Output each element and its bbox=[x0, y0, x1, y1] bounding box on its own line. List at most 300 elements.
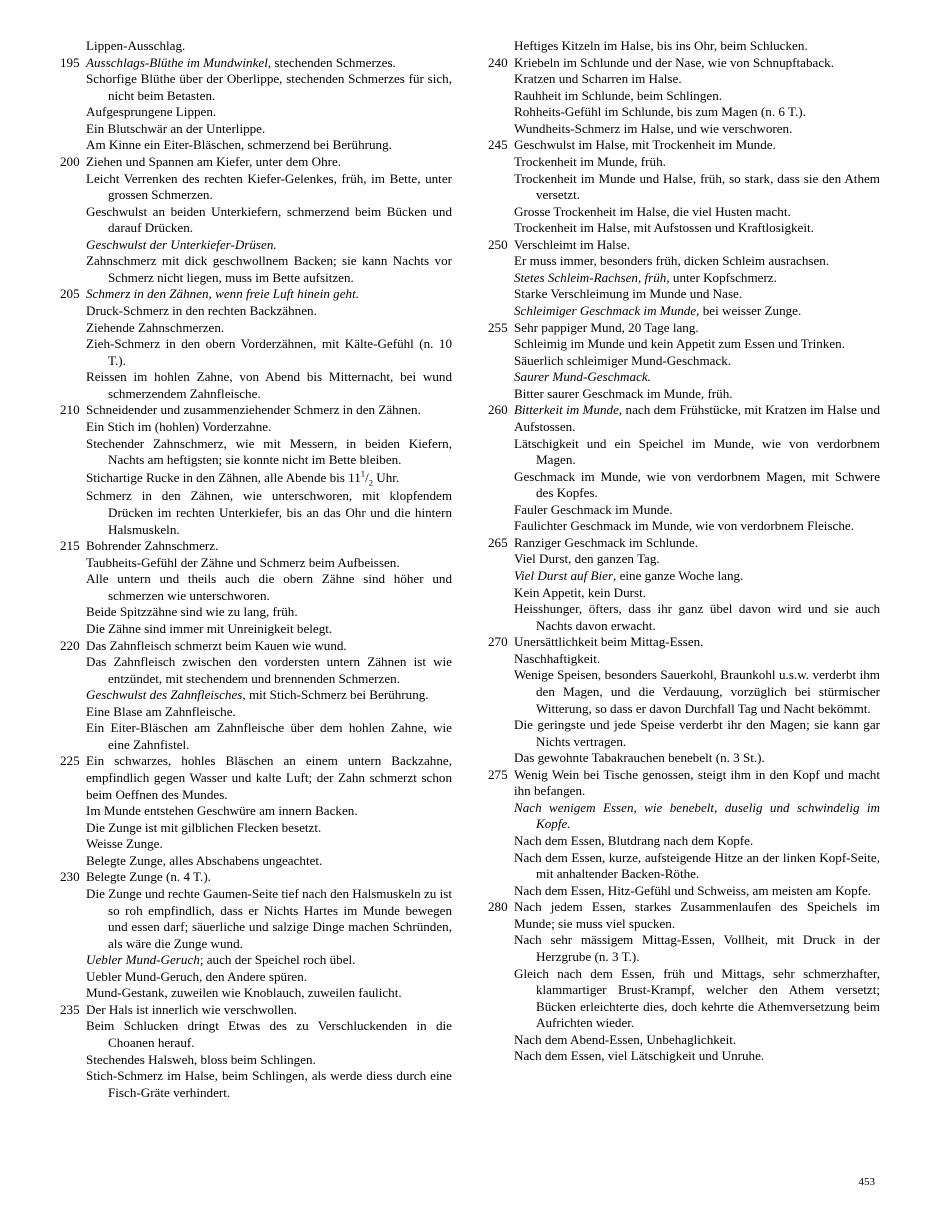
entry-text bbox=[514, 584, 880, 602]
entry-text bbox=[514, 899, 880, 932]
symptom-entry bbox=[488, 535, 880, 552]
entry-text bbox=[514, 551, 880, 568]
symptom-entry bbox=[60, 237, 452, 254]
entry-body-text: Die Zunge und rechte Gaumen-Seite tief nach den Halsmuskeln zu ist so roh empfindlich, dass er Nichts Hartes im Munde bewegen und essen darf; säuerliche und salzige Dinge machen Schründen, als wäre die Zunge wund. bbox=[86, 885, 452, 951]
entry-body-text: Alle untern und theils auch die obern Zähne sind höher und schmerzen wie unterschworen. bbox=[86, 571, 452, 603]
symptom-entry bbox=[60, 555, 452, 572]
entry-number: 270 bbox=[488, 634, 508, 650]
entry-body-text: Viel Durst, den ganzen Tag. bbox=[514, 551, 660, 567]
entry-number: 260 bbox=[488, 402, 508, 418]
entry-text bbox=[514, 87, 880, 105]
entry-body-text: Säuerlich schleimiger Mund-Geschmack. bbox=[514, 352, 732, 368]
symptom-entry bbox=[488, 286, 880, 303]
symptom-entry bbox=[60, 38, 452, 55]
entry-number: 205 bbox=[60, 286, 80, 302]
entry-text bbox=[86, 703, 452, 721]
entry-number: 215 bbox=[60, 538, 80, 554]
entry-text bbox=[86, 303, 452, 320]
entry-body-text: Nach jedem Essen, starkes Zusammenlaufen des Speichels im Munde; sie muss viel spucken. bbox=[514, 899, 880, 931]
entry-body-text: Ein schwarzes, hohles Bläschen an einem untern Backzahne, empfindlich gegen Wasser und kalte Luft; der Zahn schmerzt schon beim Oeffnen des Mundes. bbox=[86, 753, 452, 802]
entry-text bbox=[86, 488, 452, 538]
entry-text bbox=[86, 468, 452, 489]
entry-text bbox=[86, 402, 452, 419]
entry-text bbox=[86, 369, 452, 402]
entry-body-text: Zieh-Schmerz in den obern Vorderzähnen, mit Kälte-Gefühl (n. 10 T.). bbox=[86, 336, 452, 368]
entry-body-text: Faulichter Geschmack im Munde, wie von verdorbnem Fleische. bbox=[514, 518, 854, 534]
symptom-entry bbox=[60, 869, 452, 886]
entry-body-text: Stich-Schmerz im Halse, beim Schlingen, als werde diess durch eine Fisch-Gräte verhindert. bbox=[86, 1068, 452, 1100]
symptom-entry bbox=[488, 204, 880, 221]
symptom-entry bbox=[488, 154, 880, 171]
symptom-entry bbox=[60, 803, 452, 820]
entry-body-text: Wundheits-Schmerz im Halse, und wie verschworen. bbox=[514, 120, 793, 136]
entry-body-text: , bei weisser Zunge. bbox=[696, 303, 802, 318]
symptom-entry bbox=[60, 336, 452, 369]
entry-body-text: Kratzen und Scharren im Halse. bbox=[514, 71, 682, 87]
entry-italic-lead: Stetes Schleim-Rachsen, früh bbox=[514, 269, 667, 285]
entry-italic-lead: Ausschlags-Blüthe im Mundwinkel bbox=[86, 54, 268, 70]
entry-body-text: Nach dem Abend-Essen, Unbehaglichkeit. bbox=[514, 1031, 737, 1047]
entry-text bbox=[86, 1068, 452, 1101]
entry-body-text: Reissen im hohlen Zahne, von Abend bis Mitternacht, bei wund schmerzendem Zahnfleische. bbox=[86, 369, 452, 401]
entry-body-text: Schneidender und zusammenziehender Schmerz in den Zähnen. bbox=[86, 402, 421, 418]
entry-italic-lead: Schmerz in den Zähnen, wenn freie Luft hinein geht. bbox=[86, 286, 359, 302]
symptom-entry bbox=[60, 204, 452, 237]
entry-italic-lead: Nach wenigem Essen, wie benebelt, duselig und schwindelig im Kopfe. bbox=[514, 799, 880, 832]
entry-number: 210 bbox=[60, 402, 80, 418]
entry-number: 280 bbox=[488, 899, 508, 915]
entry-text bbox=[86, 571, 452, 604]
entry-text bbox=[86, 286, 452, 303]
entry-body-text: Heftiges Kitzeln im Halse, bis ins Ohr, beim Schlucken. bbox=[514, 38, 808, 53]
entry-number: 220 bbox=[60, 637, 80, 653]
entry-text bbox=[86, 1002, 452, 1019]
entry-text bbox=[514, 468, 880, 502]
entry-body-text: Die geringste und jede Speise verderbt ihr den Magen; sie kann gar Nichts vertragen. bbox=[514, 717, 880, 749]
entry-italic-lead: Bitterkeit im Munde bbox=[514, 402, 619, 418]
entry-text bbox=[86, 319, 452, 337]
entry-text bbox=[86, 104, 452, 121]
entry-text bbox=[514, 269, 880, 287]
entry-body-text: Die Zunge ist mit gilblichen Flecken besetzt. bbox=[86, 819, 322, 835]
symptom-entry bbox=[488, 436, 880, 469]
entry-text bbox=[514, 1031, 880, 1049]
entry-body-text: , mit Stich-Schmerz bei Berührung. bbox=[242, 687, 429, 703]
entry-text bbox=[514, 568, 880, 585]
entry-body-text: Ziehende Zahnschmerzen. bbox=[86, 319, 225, 335]
symptom-entry bbox=[488, 568, 880, 585]
entry-text bbox=[514, 650, 880, 668]
entry-body-text: Das Zahnfleisch schmerzt beim Kauen wie wund. bbox=[86, 637, 347, 653]
symptom-entry bbox=[488, 883, 880, 900]
symptom-entry bbox=[60, 286, 452, 303]
symptom-entry bbox=[60, 469, 452, 489]
symptom-entry bbox=[60, 753, 452, 803]
entry-text bbox=[514, 435, 880, 469]
entry-text bbox=[86, 1051, 452, 1069]
symptom-entry bbox=[60, 604, 452, 621]
entry-italic-lead: Viel Durst auf Bier bbox=[514, 568, 614, 583]
symptom-entry bbox=[488, 899, 880, 932]
entry-body-text: Stechendes Halsweh, bloss beim Schlingen. bbox=[86, 1051, 316, 1067]
symptom-entry bbox=[488, 750, 880, 767]
entry-body-text: Rohheits-Gefühl im Schlunde, bis zum Magen (n. 6 T.). bbox=[514, 104, 806, 120]
entry-text bbox=[86, 803, 452, 820]
symptom-entry bbox=[60, 303, 452, 320]
entry-text bbox=[514, 535, 880, 552]
entry-body-text: Bitter saurer Geschmack im Munde, früh. bbox=[514, 385, 733, 401]
entry-body-text: Trockenheit im Halse, mit Aufstossen und Kraftlosigkeit. bbox=[514, 220, 814, 236]
entry-body-text: Ein Eiter-Bläschen am Zahnfleische über dem hohlen Zahne, wie eine Zahnfistel. bbox=[86, 720, 452, 752]
entry-text bbox=[514, 501, 880, 519]
entry-text bbox=[514, 750, 880, 767]
symptom-entry bbox=[60, 402, 452, 419]
page-number: 453 bbox=[858, 1176, 875, 1188]
entry-text bbox=[86, 604, 452, 621]
entry-text bbox=[86, 654, 452, 687]
symptom-entry bbox=[488, 137, 880, 154]
symptom-entry bbox=[488, 121, 880, 138]
entry-text bbox=[86, 170, 452, 204]
entry-body-text: Beide Spitzzähne sind wie zu lang, früh. bbox=[86, 604, 298, 620]
entry-text bbox=[514, 667, 880, 717]
entry-text bbox=[514, 137, 880, 154]
entry-text bbox=[514, 634, 880, 651]
entry-number: 235 bbox=[60, 1001, 80, 1017]
entry-body-text: Die Zähne sind immer mit Unreinigkeit belegt. bbox=[86, 620, 333, 636]
entry-text bbox=[86, 620, 452, 638]
left-column bbox=[60, 38, 452, 1158]
entry-body-text: Kein Appetit, kein Durst. bbox=[514, 584, 647, 600]
symptom-entry bbox=[488, 551, 880, 568]
entry-body-text: Bohrender Zahnschmerz. bbox=[86, 538, 219, 554]
entry-body-text: , unter Kopfschmerz. bbox=[666, 269, 777, 285]
symptom-entry bbox=[488, 469, 880, 502]
entry-text bbox=[514, 882, 880, 900]
symptom-entry bbox=[60, 104, 452, 121]
entry-text bbox=[514, 601, 880, 634]
symptom-entry bbox=[488, 767, 880, 800]
symptom-entry bbox=[488, 38, 880, 55]
entry-body-text: Ranziger Geschmack im Schlunde. bbox=[514, 534, 698, 550]
entry-body-text: Naschhaftigkeit. bbox=[514, 650, 601, 666]
entry-text bbox=[514, 1048, 880, 1065]
two-column-body bbox=[60, 38, 880, 1158]
entry-text bbox=[86, 137, 452, 154]
entry-number: 275 bbox=[488, 766, 508, 782]
entry-text bbox=[86, 203, 452, 237]
entry-body-text: Unersättlichkeit beim Mittag-Essen. bbox=[514, 634, 704, 650]
entry-body-text: Starke Verschleimung im Munde und Nase. bbox=[514, 286, 743, 302]
symptom-entry bbox=[488, 402, 880, 435]
entry-text bbox=[514, 286, 880, 303]
entry-italic-lead: Geschwulst der Unterkiefer-Drüsen. bbox=[86, 236, 277, 252]
entry-body-text: Der Hals ist innerlich wie verschwollen. bbox=[86, 1001, 297, 1017]
symptom-entry bbox=[488, 634, 880, 651]
symptom-entry bbox=[60, 436, 452, 469]
entry-text bbox=[86, 554, 452, 572]
entry-body-text: Nach dem Essen, kurze, aufsteigende Hitze an der linken Kopf-Seite, mit anhaltender Backen-Röthe. bbox=[514, 849, 880, 882]
entry-text bbox=[514, 153, 880, 171]
symptom-entry bbox=[488, 585, 880, 602]
symptom-entry bbox=[488, 667, 880, 717]
symptom-entry bbox=[488, 1048, 880, 1065]
entry-number: 255 bbox=[488, 319, 508, 335]
entry-body-text: Geschwulst an beiden Unterkiefern, schmerzend beim Bücken und darauf Drücken. bbox=[86, 203, 452, 236]
entry-body-text: , nach dem Frühstücke, mit Kratzen im Halse und Aufstossen. bbox=[514, 402, 880, 434]
entry-text bbox=[86, 836, 452, 853]
symptom-entry bbox=[60, 853, 452, 870]
entry-text bbox=[86, 435, 452, 469]
entry-text bbox=[514, 336, 880, 353]
entry-text bbox=[514, 120, 880, 138]
entry-text bbox=[86, 38, 452, 55]
symptom-entry bbox=[60, 571, 452, 604]
entry-text bbox=[514, 303, 880, 320]
entry-text bbox=[514, 767, 880, 800]
entry-text bbox=[514, 170, 880, 204]
symptom-entry bbox=[60, 969, 452, 986]
symptom-entry bbox=[60, 253, 452, 286]
entry-body-text: Nach dem Essen, viel Lätschigkeit und Unruhe. bbox=[514, 1048, 765, 1064]
symptom-entry bbox=[60, 369, 452, 402]
entry-body-text: Ziehen und Spannen am Kiefer, unter dem Ohre. bbox=[86, 153, 342, 169]
entry-body-text: Leicht Verrenken des rechten Kiefer-Gelenkes, früh, im Bette, unter grossen Schmerzen. bbox=[86, 170, 452, 203]
symptom-entry bbox=[60, 419, 452, 436]
entry-body-text: Im Munde entstehen Geschwüre am innern Backen. bbox=[86, 803, 358, 819]
entry-body-text: Wenig Wein bei Tische genossen, steigt ihm in den Kopf und macht ihn befangen. bbox=[514, 766, 880, 799]
entry-text bbox=[514, 320, 880, 337]
symptom-entry bbox=[60, 985, 452, 1002]
entry-body-text: Beim Schlucken dringt Etwas des zu Verschluckenden in die Choanen herauf. bbox=[86, 1018, 452, 1051]
entry-text bbox=[514, 385, 880, 403]
symptom-entry bbox=[60, 154, 452, 171]
entry-body-text: Nach dem Essen, Blutdrang nach dem Kopfe. bbox=[514, 833, 754, 848]
symptom-entry bbox=[60, 687, 452, 704]
entry-number: 250 bbox=[488, 236, 508, 252]
entry-body-text: Trockenheit im Munde, früh. bbox=[514, 153, 666, 169]
entry-body-text: Sehr pappiger Mund, 20 Tage lang. bbox=[514, 319, 699, 335]
entry-body-text: Lippen-Ausschlag. bbox=[86, 38, 186, 53]
entry-number: 240 bbox=[488, 54, 508, 70]
entry-body-text: Lätschigkeit und ein Speichel im Munde, wie von verdorbnem Magen. bbox=[514, 435, 880, 468]
entry-body-text: Schmerz in den Zähnen, wie unterschworen, mit klopfendem Drücken im rechten Unterkiefer, bis an das Ohr und die hintern Halsmuskeln. bbox=[86, 488, 452, 537]
entry-body-text: Schleimig im Munde und kein Appetit zum Essen und Trinken. bbox=[514, 336, 845, 352]
entry-text bbox=[86, 819, 452, 837]
entry-text bbox=[86, 120, 452, 138]
entry-body-text: Ein Blutschwär an der Unterlippe. bbox=[86, 120, 266, 136]
entry-number: 230 bbox=[60, 869, 80, 885]
symptom-entry bbox=[488, 502, 880, 519]
entry-number: 265 bbox=[488, 534, 508, 550]
symptom-entry bbox=[60, 538, 452, 555]
entry-text bbox=[86, 1018, 452, 1051]
symptom-entry bbox=[488, 833, 880, 850]
symptom-entry bbox=[488, 71, 880, 88]
entry-italic-lead: Geschwulst des Zahnfleisches bbox=[86, 687, 243, 703]
entry-text bbox=[86, 154, 452, 171]
symptom-entry bbox=[488, 104, 880, 121]
symptom-entry bbox=[60, 1068, 452, 1101]
entry-text bbox=[86, 236, 452, 254]
entry-text bbox=[86, 687, 452, 704]
entry-body-text: Weisse Zunge. bbox=[86, 836, 163, 852]
entry-text bbox=[514, 717, 880, 750]
entry-body-text: Geschwulst im Halse, mit Trockenheit im Munde. bbox=[514, 137, 776, 153]
symptom-entry bbox=[488, 237, 880, 254]
entry-body-text: Grosse Trockenheit im Halse, die viel Husten macht. bbox=[514, 203, 791, 219]
entry-text bbox=[514, 237, 880, 254]
right-column bbox=[488, 38, 880, 1158]
entry-text bbox=[86, 720, 452, 753]
symptom-entry bbox=[60, 638, 452, 655]
entry-body-text: Das Zahnfleisch zwischen den vordersten untern Zähnen ist wie entzündet, mit stechendem und brennenden Schmerzen. bbox=[86, 654, 452, 686]
symptom-entry bbox=[60, 137, 452, 154]
symptom-entry bbox=[488, 369, 880, 386]
entry-text bbox=[86, 336, 452, 369]
entry-body-text: Heisshunger, öfters, dass ihr ganz übel davon wird und sie auch Nachts davon erwacht. bbox=[514, 601, 880, 633]
entry-body-text: Gleich nach dem Essen, früh und Mittags, sehr schmerzhafter, klammartiger Brust-Krampf, welcher den Athem versetzt; Bücken erleichterte dies, doch kehrte die Athemversetzung beim Aufrichten wieder. bbox=[514, 965, 880, 1031]
entry-body-text: Ein Stich im (hohlen) Vorderzahne. bbox=[86, 418, 272, 434]
symptom-entry bbox=[488, 518, 880, 535]
symptom-entry bbox=[60, 621, 452, 638]
entry-text bbox=[514, 369, 880, 386]
entry-text bbox=[86, 985, 452, 1002]
symptom-entry bbox=[60, 1002, 452, 1019]
entry-text bbox=[86, 418, 452, 436]
entry-text bbox=[514, 55, 880, 72]
entry-text bbox=[86, 885, 452, 952]
entry-body-text: Kriebeln im Schlunde und der Nase, wie von Schnupftaback. bbox=[514, 54, 834, 70]
entry-body-text: Nach dem Essen, Hitz-Gefühl und Schweiss, am meisten am Kopfe. bbox=[514, 882, 872, 898]
symptom-entry bbox=[60, 1018, 452, 1051]
symptom-entry bbox=[488, 253, 880, 270]
entry-text bbox=[514, 932, 880, 965]
symptom-entry bbox=[60, 704, 452, 721]
entry-body-text: Zahnschmerz mit dick geschwollnem Backen; sie kann Nachts vor Schmerz nicht liegen, muss im Bette aufsitzen. bbox=[86, 253, 452, 285]
symptom-entry bbox=[488, 1032, 880, 1049]
symptom-entry bbox=[488, 88, 880, 105]
symptom-entry bbox=[60, 820, 452, 837]
entry-body-text: Mund-Gestank, zuweilen wie Knoblauch, zuweilen faulicht. bbox=[86, 985, 402, 1001]
entry-body-text: Nach sehr mässigem Mittag-Essen, Vollheit, mit Druck in der Herzgrube (n. 3 T.). bbox=[514, 932, 880, 964]
entry-body-text: Er muss immer, besonders früh, dicken Schleim ausrachsen. bbox=[514, 253, 830, 269]
symptom-entry bbox=[488, 601, 880, 634]
symptom-entry bbox=[488, 850, 880, 883]
symptom-entry bbox=[488, 336, 880, 353]
entry-body-text: Aufgesprungene Lippen. bbox=[86, 104, 217, 120]
entry-text bbox=[514, 849, 880, 883]
entry-text bbox=[86, 852, 452, 870]
symptom-entry bbox=[60, 71, 452, 104]
entry-body-text: Am Kinne ein Eiter-Bläschen, schmerzend bei Berührung. bbox=[86, 137, 392, 153]
entry-body-text: Taubheits-Gefühl der Zähne und Schmerz beim Aufbeissen. bbox=[86, 554, 400, 570]
symptom-entry bbox=[60, 720, 452, 753]
symptom-entry bbox=[488, 800, 880, 833]
symptom-entry bbox=[488, 171, 880, 204]
entry-text bbox=[86, 253, 452, 286]
entry-body-text: Belegte Zunge (n. 4 T.). bbox=[86, 869, 211, 885]
entry-text bbox=[514, 833, 880, 850]
symptom-entry bbox=[488, 386, 880, 403]
entry-text bbox=[514, 104, 880, 121]
symptom-entry bbox=[488, 220, 880, 237]
entry-body-text: Stechender Zahnschmerz, wie mit Messern, in beiden Kiefern, Nachts am heftigsten; sie konnte nicht im Bette bleiben. bbox=[86, 435, 452, 468]
entry-body-text: Das gewohnte Tabakrauchen benebelt (n. 3 St.). bbox=[514, 750, 765, 766]
entry-body-text: Fauler Geschmack im Munde. bbox=[514, 501, 673, 517]
entry-text bbox=[86, 952, 452, 969]
symptom-entry bbox=[60, 121, 452, 138]
entry-text bbox=[86, 638, 452, 655]
entry-text bbox=[514, 203, 880, 221]
symptom-entry bbox=[488, 717, 880, 750]
symptom-entry bbox=[60, 886, 452, 952]
entry-number: 200 bbox=[60, 153, 80, 169]
entry-text bbox=[514, 220, 880, 237]
entry-text bbox=[86, 538, 452, 555]
symptom-entry bbox=[60, 1052, 452, 1069]
entry-body-text: Uebler Mund-Geruch, den Andere spüren. bbox=[86, 968, 308, 984]
symptom-entry bbox=[488, 966, 880, 1032]
symptom-entry bbox=[488, 353, 880, 370]
entry-text bbox=[514, 402, 880, 435]
entry-italic-lead: Saurer Mund-Geschmack. bbox=[514, 369, 651, 385]
entry-text bbox=[514, 799, 880, 833]
entry-body-text: Eine Blase am Zahnfleische. bbox=[86, 703, 236, 719]
entry-text bbox=[86, 753, 452, 803]
entry-body-text: Schorfige Blüthe über der Oberlippe, stechenden Schmerzes für sich, nicht beim Betasten. bbox=[86, 71, 452, 103]
entry-number: 225 bbox=[60, 753, 80, 769]
symptom-entry bbox=[60, 952, 452, 969]
entry-italic-lead: Schleimiger Geschmack im Munde bbox=[514, 303, 697, 318]
entry-text bbox=[514, 38, 880, 55]
entry-text bbox=[86, 71, 452, 104]
symptom-entry bbox=[60, 836, 452, 853]
entry-body-text: , stechenden Schmerzes. bbox=[267, 54, 396, 70]
entry-body-text: Stichartige Rucke in den Zähnen, alle Abende bis $11^1/_2$ Uhr. bbox=[86, 468, 400, 488]
entry-italic-lead: Uebler Mund-Geruch bbox=[86, 952, 200, 968]
entry-body-text: Verschleimt im Halse. bbox=[514, 236, 630, 252]
entry-text bbox=[86, 55, 452, 72]
entry-text bbox=[86, 869, 452, 886]
entry-text bbox=[514, 71, 880, 88]
entry-body-text: Belegte Zunge, alles Abschabens ungeachtet. bbox=[86, 852, 323, 868]
symptom-entry bbox=[60, 488, 452, 538]
symptom-entry bbox=[488, 55, 880, 72]
symptom-entry bbox=[488, 320, 880, 337]
entry-text bbox=[514, 518, 880, 535]
entry-text bbox=[86, 968, 452, 986]
entry-text bbox=[514, 352, 880, 370]
entry-body-text: ; auch der Speichel roch übel. bbox=[199, 952, 356, 968]
symptom-entry bbox=[60, 171, 452, 204]
entry-text bbox=[514, 253, 880, 270]
symptom-entry bbox=[488, 651, 880, 668]
symptom-entry bbox=[488, 932, 880, 965]
symptom-entry bbox=[60, 55, 452, 72]
entry-body-text: Trockenheit im Munde und Halse, früh, so stark, dass sie den Athem versetzt. bbox=[514, 170, 880, 203]
entry-text bbox=[514, 965, 880, 1032]
entry-body-text: Geschmack im Munde, wie von verdorbnem Magen, mit Schwere des Kopfes. bbox=[514, 468, 880, 501]
symptom-entry bbox=[60, 320, 452, 337]
entry-number: 195 bbox=[60, 54, 80, 70]
entry-body-text: Wenige Speisen, besonders Sauerkohl, Braunkohl u.s.w. verderbt ihm den Magen, und die Verdauung, vorzüglich bei stürmischer Witterung, so dass er davon Durchfall Tag und Nacht bekömmt. bbox=[514, 667, 880, 716]
entry-body-text: Rauhheit im Schlunde, beim Schlingen. bbox=[514, 87, 723, 103]
symptom-entry bbox=[488, 303, 880, 320]
symptom-entry bbox=[488, 270, 880, 287]
entry-body-text: , eine ganze Woche lang. bbox=[613, 568, 744, 583]
entry-number: 245 bbox=[488, 137, 508, 153]
